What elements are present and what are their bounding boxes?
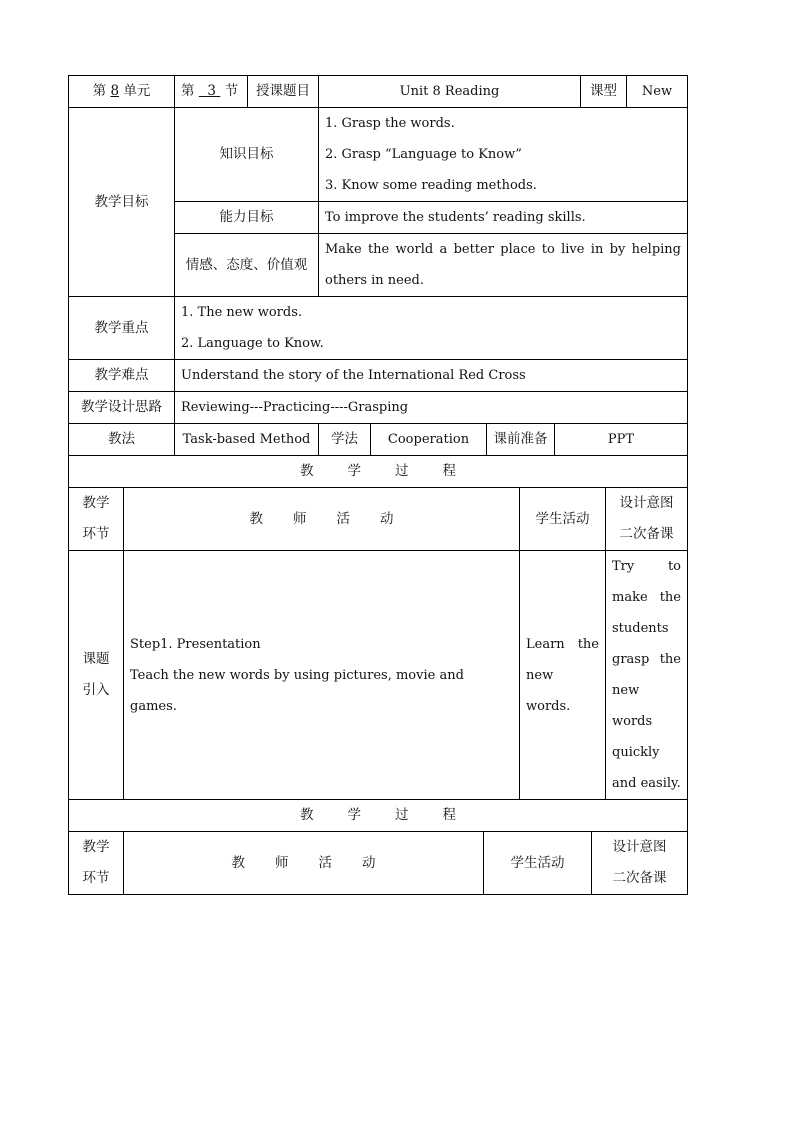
lesson-number: 3: [207, 83, 216, 99]
type-value: New: [627, 76, 688, 108]
emotion-text: Make the world a better place to live in by helping others in need.: [319, 234, 688, 297]
knowledge-item: 1. Grasp the words.: [325, 116, 455, 131]
teacher-activity-header-2: 教师活动: [124, 832, 484, 895]
process-table-2: [68, 832, 688, 895]
methods-table: [68, 424, 688, 456]
preparation-label: 课前准备: [487, 424, 555, 456]
design-intent-cell: Try to make the students grasp the new words quickly and easily.: [606, 551, 688, 800]
teaching-method-label: 教法: [69, 424, 175, 456]
knowledge-item: 3. Know some reading methods.: [325, 178, 537, 193]
teacher-activity-cell: Step1. Presentation Teach the new words by using pictures, movie and games.: [124, 551, 520, 800]
teacher-activity-header: 教师活动: [124, 488, 520, 551]
design-intent-header: 设计意图 二次备课: [606, 488, 688, 551]
knowledge-label: 知识目标: [175, 108, 319, 202]
process-title-2: 教学过程: [69, 800, 688, 832]
stage-header-2: 教学 环节: [69, 832, 124, 895]
topic-value: Unit 8 Reading: [319, 76, 581, 108]
unit-cell: 第 8 单元: [69, 76, 175, 108]
design-intent-header-2: 设计意图 二次备课: [592, 832, 688, 895]
difficult-points-label: 教学难点: [69, 360, 175, 392]
key-point-item: 2. Language to Know.: [181, 336, 324, 351]
process-title: 教学过程: [69, 456, 688, 488]
key-point-item: 1. The new words.: [181, 305, 303, 320]
key-points-label: 教学重点: [69, 297, 175, 360]
ability-text: To improve the students’ reading skills.: [319, 202, 688, 234]
topic-label: 授课题目: [248, 76, 319, 108]
knowledge-items: [319, 108, 688, 202]
objectives-label: 教学目标: [69, 108, 175, 297]
lesson-cell: 第 3 节: [175, 76, 248, 108]
stage-cell: 课题 引入: [69, 551, 124, 800]
key-points: [175, 297, 688, 360]
difficult-points-text: Understand the story of the International Red Cross: [175, 360, 688, 392]
stage-header: 教学 环节: [69, 488, 124, 551]
knowledge-item: 2. Grasp “Language to Know”: [325, 147, 522, 162]
type-label: 课型: [581, 76, 627, 108]
design-label: 教学设计思路: [69, 392, 175, 424]
unit-number: 8: [110, 83, 120, 99]
plan-header-table: [68, 75, 688, 424]
ability-label: 能力目标: [175, 202, 319, 234]
teaching-method-value: Task-based Method: [175, 424, 319, 456]
student-activity-cell: Learn the new words.: [520, 551, 606, 800]
student-activity-header: 学生活动: [520, 488, 606, 551]
design-text: Reviewing---Practicing----Grasping: [175, 392, 688, 424]
process-table-1: [68, 456, 688, 832]
emotion-label: 情感、态度、价值观: [175, 234, 319, 297]
learning-method-value: Cooperation: [371, 424, 487, 456]
student-activity-header-2: 学生活动: [484, 832, 592, 895]
lesson-plan: [68, 75, 687, 895]
preparation-value: PPT: [555, 424, 688, 456]
learning-method-label: 学法: [319, 424, 371, 456]
